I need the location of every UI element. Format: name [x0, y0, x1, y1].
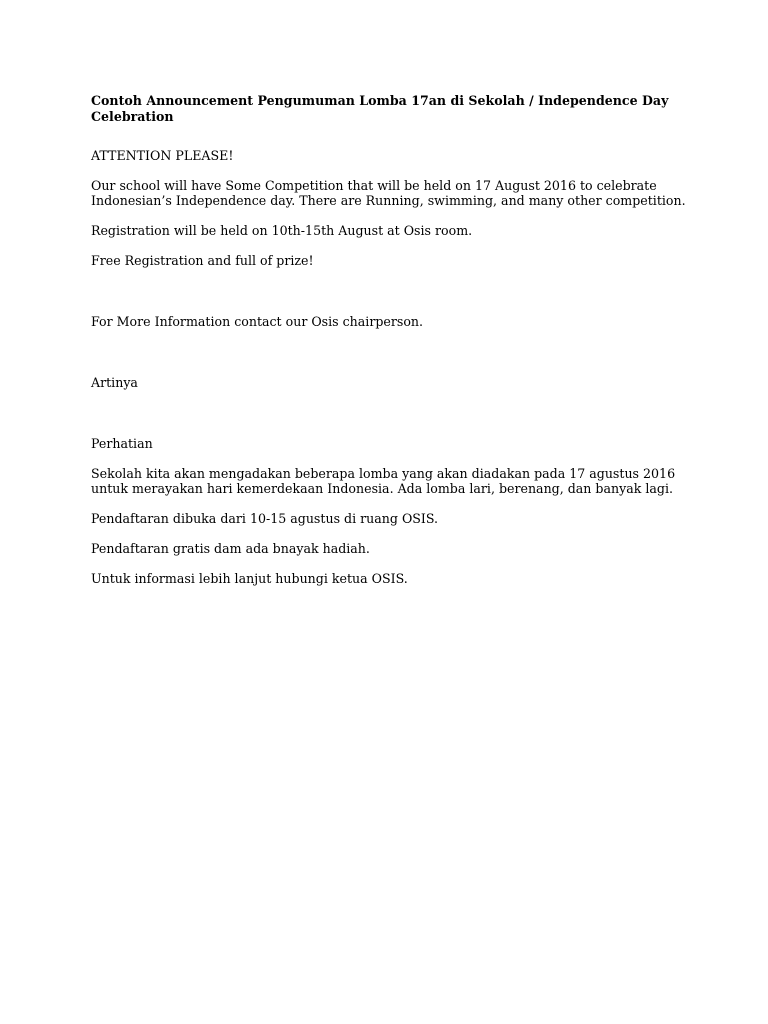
document-title: Contoh Announcement Pengumuman Lomba 17an di Sekolah / Independence Day Celebration: [91, 93, 669, 124]
english-paragraph-1: Our school will have Some Competition that will be held on 17 August 2016 to celebrate Indonesian’s Independence day. There are Running, swimming, and many other competition.: [91, 178, 686, 208]
document-body: [91, 93, 691, 601]
english-paragraph-4: For More Information contact our Osis chairperson.: [91, 314, 424, 329]
perhatian-heading: Perhatian: [91, 436, 153, 451]
english-paragraph-2: Registration will be held on 10th-15th August at Osis room.: [91, 223, 473, 238]
indonesian-paragraph-1: Sekolah kita akan mengadakan beberapa lomba yang akan diadakan pada 17 agustus 2016 untuk merayakan hari kemerdekaan Indonesia. Ada lomba lari, berenang, dan banyak lagi.: [91, 466, 676, 496]
indonesian-paragraph-2: Pendaftaran dibuka dari 10-15 agustus di ruang OSIS.: [91, 511, 439, 526]
indonesian-paragraph-3: Pendaftaran gratis dam ada bnayak hadiah.: [91, 541, 370, 556]
indonesian-paragraph-4: Untuk informasi lebih lanjut hubungi ketua OSIS.: [91, 571, 408, 586]
attention-heading: ATTENTION PLEASE!: [91, 148, 234, 163]
english-paragraph-3: Free Registration and full of prize!: [91, 253, 314, 268]
artinya-label: Artinya: [91, 375, 138, 390]
